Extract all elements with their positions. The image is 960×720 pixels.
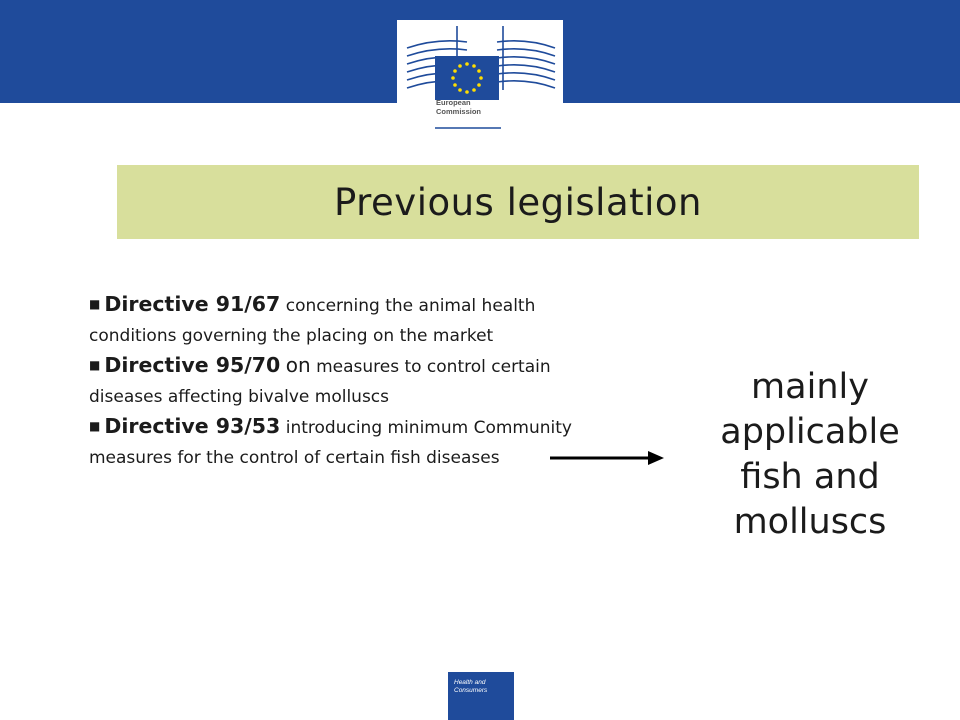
side-note-line3: fish and bbox=[740, 457, 880, 497]
directive-list bbox=[89, 290, 579, 473]
berlaymont-building-icon bbox=[397, 20, 563, 135]
side-note-line1: mainly bbox=[751, 367, 869, 407]
logo-line1: European bbox=[436, 98, 471, 107]
square-bullet-icon: ■ bbox=[89, 419, 101, 433]
list-item bbox=[89, 412, 579, 473]
footer-text bbox=[454, 679, 487, 695]
slide-title: Previous legislation bbox=[333, 180, 703, 224]
square-bullet-icon: ■ bbox=[89, 358, 101, 372]
item-text: introducing minimum Community measures for the control of certain fish diseases bbox=[89, 418, 572, 468]
footer-line2: Consumers bbox=[454, 687, 488, 694]
title-bar bbox=[117, 165, 919, 239]
side-note-line2: applicable bbox=[720, 412, 900, 452]
logo-text bbox=[436, 99, 481, 116]
item-lead: Directive 91/67 bbox=[104, 292, 281, 316]
item-prefix: on bbox=[285, 353, 311, 377]
side-note-line4: molluscs bbox=[733, 502, 887, 542]
item-text: measures to control certain diseases affecting bivalve molluscs bbox=[89, 357, 551, 407]
side-note bbox=[695, 365, 925, 545]
item-text: concerning the animal health conditions governing the placing on the market bbox=[89, 296, 536, 346]
square-bullet-icon: ■ bbox=[89, 297, 101, 311]
item-lead: Directive 93/53 bbox=[104, 414, 281, 438]
list-item bbox=[89, 351, 579, 412]
right-arrow-icon bbox=[548, 446, 668, 470]
logo-line2: Commission bbox=[436, 106, 482, 116]
footer-badge bbox=[448, 672, 514, 720]
footer-line1: Health and bbox=[454, 679, 486, 686]
list-item bbox=[89, 290, 579, 351]
european-commission-logo bbox=[397, 20, 563, 135]
item-lead: Directive 95/70 bbox=[104, 353, 281, 377]
